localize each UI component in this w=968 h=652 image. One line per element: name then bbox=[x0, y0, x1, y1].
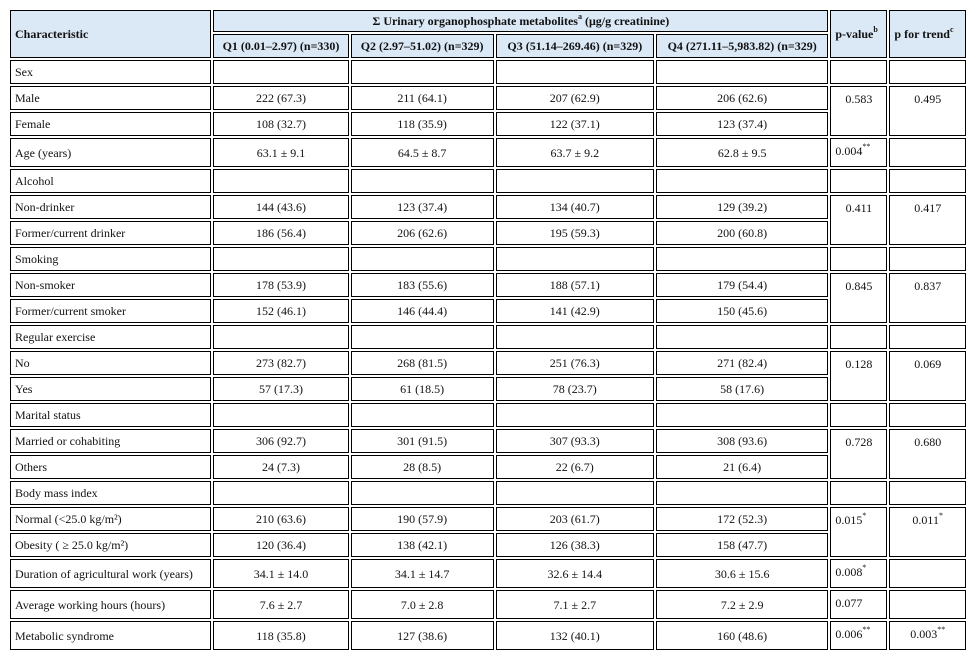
cell-q4: 62.8 ± 9.5 bbox=[656, 138, 828, 167]
header-characteristic: Characteristic bbox=[10, 10, 211, 58]
cell-q1: 152 (46.1) bbox=[213, 299, 348, 323]
cell-p-value: 0.845 bbox=[830, 273, 887, 323]
cell-q1: 24 (7.3) bbox=[213, 455, 348, 479]
cell-q3: 251 (76.3) bbox=[496, 351, 654, 375]
cell-q1: 222 (67.3) bbox=[213, 86, 348, 110]
cell-q4: 160 (48.6) bbox=[656, 621, 828, 650]
section-row-marital bbox=[10, 403, 966, 427]
cell-p-trend: 0.680 bbox=[889, 429, 966, 479]
characteristics-table bbox=[8, 8, 968, 652]
row-label: Non-drinker bbox=[10, 195, 211, 219]
cell-q1: 120 (36.4) bbox=[213, 533, 348, 557]
table-row bbox=[10, 221, 966, 245]
row-label: Age (years) bbox=[10, 138, 211, 167]
row-label: Normal (<25.0 kg/m²) bbox=[10, 507, 211, 531]
row-label: Average working hours (hours) bbox=[10, 590, 211, 619]
cell-p-value: 0.077 bbox=[830, 590, 887, 619]
table-row bbox=[10, 86, 966, 110]
row-label: Obesity ( ≥ 25.0 kg/m²) bbox=[10, 533, 211, 557]
cell-q2: 146 (44.4) bbox=[351, 299, 494, 323]
cell-q2: 118 (35.9) bbox=[351, 112, 494, 136]
section-title: Marital status bbox=[10, 403, 211, 427]
cell-q4: 308 (93.6) bbox=[656, 429, 828, 453]
section-row-smoking bbox=[10, 247, 966, 271]
cell-p-value: 0.583 bbox=[830, 86, 887, 136]
cell-q3: 22 (6.7) bbox=[496, 455, 654, 479]
cell-q4: 158 (47.7) bbox=[656, 533, 828, 557]
cell-q3: 134 (40.7) bbox=[496, 195, 654, 219]
cell-p-trend: 0.069 bbox=[889, 351, 966, 401]
cell-q4: 7.2 ± 2.9 bbox=[656, 590, 828, 619]
cell-q1: 108 (32.7) bbox=[213, 112, 348, 136]
header-p-value: p-value$^b$ bbox=[830, 10, 887, 58]
cell-q1: 7.6 ± 2.7 bbox=[213, 590, 348, 619]
cell-q3: 7.1 ± 2.7 bbox=[496, 590, 654, 619]
row-label: Former/current smoker bbox=[10, 299, 211, 323]
cell-q1: 144 (43.6) bbox=[213, 195, 348, 219]
cell-q4: 123 (37.4) bbox=[656, 112, 828, 136]
header-q4: Q4 (271.11–5,983.82) (n=329) bbox=[656, 34, 828, 58]
cell-q2: 206 (62.6) bbox=[351, 221, 494, 245]
cell-q4: 150 (45.6) bbox=[656, 299, 828, 323]
table-row bbox=[10, 429, 966, 453]
cell-q3: 203 (61.7) bbox=[496, 507, 654, 531]
table-row bbox=[10, 621, 966, 650]
cell-q3: 207 (62.9) bbox=[496, 86, 654, 110]
cell-q2: 127 (38.6) bbox=[351, 621, 494, 650]
cell-q4: 179 (54.4) bbox=[656, 273, 828, 297]
row-label: Male bbox=[10, 86, 211, 110]
table-row bbox=[10, 507, 966, 531]
cell-q3: 141 (42.9) bbox=[496, 299, 654, 323]
section-title: Alcohol bbox=[10, 169, 211, 193]
table-row bbox=[10, 273, 966, 297]
cell-q3: 63.7 ± 9.2 bbox=[496, 138, 654, 167]
cell-p-value: 0.004** bbox=[830, 138, 887, 167]
section-row-bmi bbox=[10, 481, 966, 505]
cell-q2: 34.1 ± 14.7 bbox=[351, 559, 494, 588]
cell-q3: 126 (38.3) bbox=[496, 533, 654, 557]
cell-p-value: 0.411 bbox=[830, 195, 887, 245]
cell-q3: 78 (23.7) bbox=[496, 377, 654, 401]
section-row-alcohol bbox=[10, 169, 966, 193]
header-p-for-trend: p for trend$^c$ bbox=[889, 10, 966, 58]
cell-q2: 64.5 ± 8.7 bbox=[351, 138, 494, 167]
cell-p-trend: 0.495 bbox=[889, 86, 966, 136]
header-q3: Q3 (51.14–269.46) (n=329) bbox=[496, 34, 654, 58]
table-row bbox=[10, 455, 966, 479]
cell-q3: 195 (59.3) bbox=[496, 221, 654, 245]
cell-q4: 200 (60.8) bbox=[656, 221, 828, 245]
cell-q2: 211 (64.1) bbox=[351, 86, 494, 110]
header-metabolites: Σ Urinary organophosphate metabolites$^a$ (μg/g creatinine) bbox=[213, 10, 828, 32]
section-row-exercise bbox=[10, 325, 966, 349]
cell-q1: 63.1 ± 9.1 bbox=[213, 138, 348, 167]
cell-p-trend: 0.417 bbox=[889, 195, 966, 245]
cell-p-value: 0.728 bbox=[830, 429, 887, 479]
cell-p-trend bbox=[889, 138, 966, 167]
cell-q2: 123 (37.4) bbox=[351, 195, 494, 219]
cell-q2: 61 (18.5) bbox=[351, 377, 494, 401]
cell-q2: 301 (91.5) bbox=[351, 429, 494, 453]
row-label: Female bbox=[10, 112, 211, 136]
cell-q4: 21 (6.4) bbox=[656, 455, 828, 479]
section-title: Body mass index bbox=[10, 481, 211, 505]
cell-q3: 188 (57.1) bbox=[496, 273, 654, 297]
cell-p-trend bbox=[889, 590, 966, 619]
cell-q1: 178 (53.9) bbox=[213, 273, 348, 297]
row-label: No bbox=[10, 351, 211, 375]
cell-q3: 307 (93.3) bbox=[496, 429, 654, 453]
table-row bbox=[10, 138, 966, 167]
cell-p-trend bbox=[889, 559, 966, 588]
cell-q4: 271 (82.4) bbox=[656, 351, 828, 375]
table-row bbox=[10, 112, 966, 136]
cell-q2: 28 (8.5) bbox=[351, 455, 494, 479]
header-q2: Q2 (2.97–51.02) (n=329) bbox=[351, 34, 494, 58]
row-label: Non-smoker bbox=[10, 273, 211, 297]
cell-q2: 268 (81.5) bbox=[351, 351, 494, 375]
cell-q2: 7.0 ± 2.8 bbox=[351, 590, 494, 619]
cell-q3: 132 (40.1) bbox=[496, 621, 654, 650]
cell-q2: 190 (57.9) bbox=[351, 507, 494, 531]
section-title: Smoking bbox=[10, 247, 211, 271]
row-label: Former/current drinker bbox=[10, 221, 211, 245]
cell-q1: 273 (82.7) bbox=[213, 351, 348, 375]
cell-q4: 58 (17.6) bbox=[656, 377, 828, 401]
cell-q4: 172 (52.3) bbox=[656, 507, 828, 531]
table-row bbox=[10, 195, 966, 219]
row-label: Metabolic syndrome bbox=[10, 621, 211, 650]
section-row-sex bbox=[10, 60, 966, 84]
row-label: Yes bbox=[10, 377, 211, 401]
table-row bbox=[10, 351, 966, 375]
row-label: Duration of agricultural work (years) bbox=[10, 559, 211, 588]
section-title: Sex bbox=[10, 60, 211, 84]
cell-q2: 183 (55.6) bbox=[351, 273, 494, 297]
cell-q1: 57 (17.3) bbox=[213, 377, 348, 401]
cell-q2: 138 (42.1) bbox=[351, 533, 494, 557]
cell-q4: 129 (39.2) bbox=[656, 195, 828, 219]
table-row bbox=[10, 377, 966, 401]
cell-q1: 210 (63.6) bbox=[213, 507, 348, 531]
cell-p-value: 0.128 bbox=[830, 351, 887, 401]
cell-p-value: 0.006** bbox=[830, 621, 887, 650]
section-title: Regular exercise bbox=[10, 325, 211, 349]
cell-p-trend: 0.003** bbox=[889, 621, 966, 650]
table-row bbox=[10, 590, 966, 619]
cell-q4: 30.6 ± 15.6 bbox=[656, 559, 828, 588]
cell-q3: 32.6 ± 14.4 bbox=[496, 559, 654, 588]
cell-p-value: 0.008* bbox=[830, 559, 887, 588]
table-row bbox=[10, 533, 966, 557]
cell-q1: 306 (92.7) bbox=[213, 429, 348, 453]
cell-p-trend: 0.837 bbox=[889, 273, 966, 323]
header-q1: Q1 (0.01–2.97) (n=330) bbox=[213, 34, 348, 58]
cell-q4: 206 (62.6) bbox=[656, 86, 828, 110]
cell-p-value: 0.015* bbox=[830, 507, 887, 557]
cell-p-trend: 0.011* bbox=[889, 507, 966, 557]
cell-q1: 118 (35.8) bbox=[213, 621, 348, 650]
table-row bbox=[10, 299, 966, 323]
row-label: Others bbox=[10, 455, 211, 479]
cell-q1: 34.1 ± 14.0 bbox=[213, 559, 348, 588]
table-row bbox=[10, 559, 966, 588]
cell-q1: 186 (56.4) bbox=[213, 221, 348, 245]
row-label: Married or cohabiting bbox=[10, 429, 211, 453]
cell-q3: 122 (37.1) bbox=[496, 112, 654, 136]
